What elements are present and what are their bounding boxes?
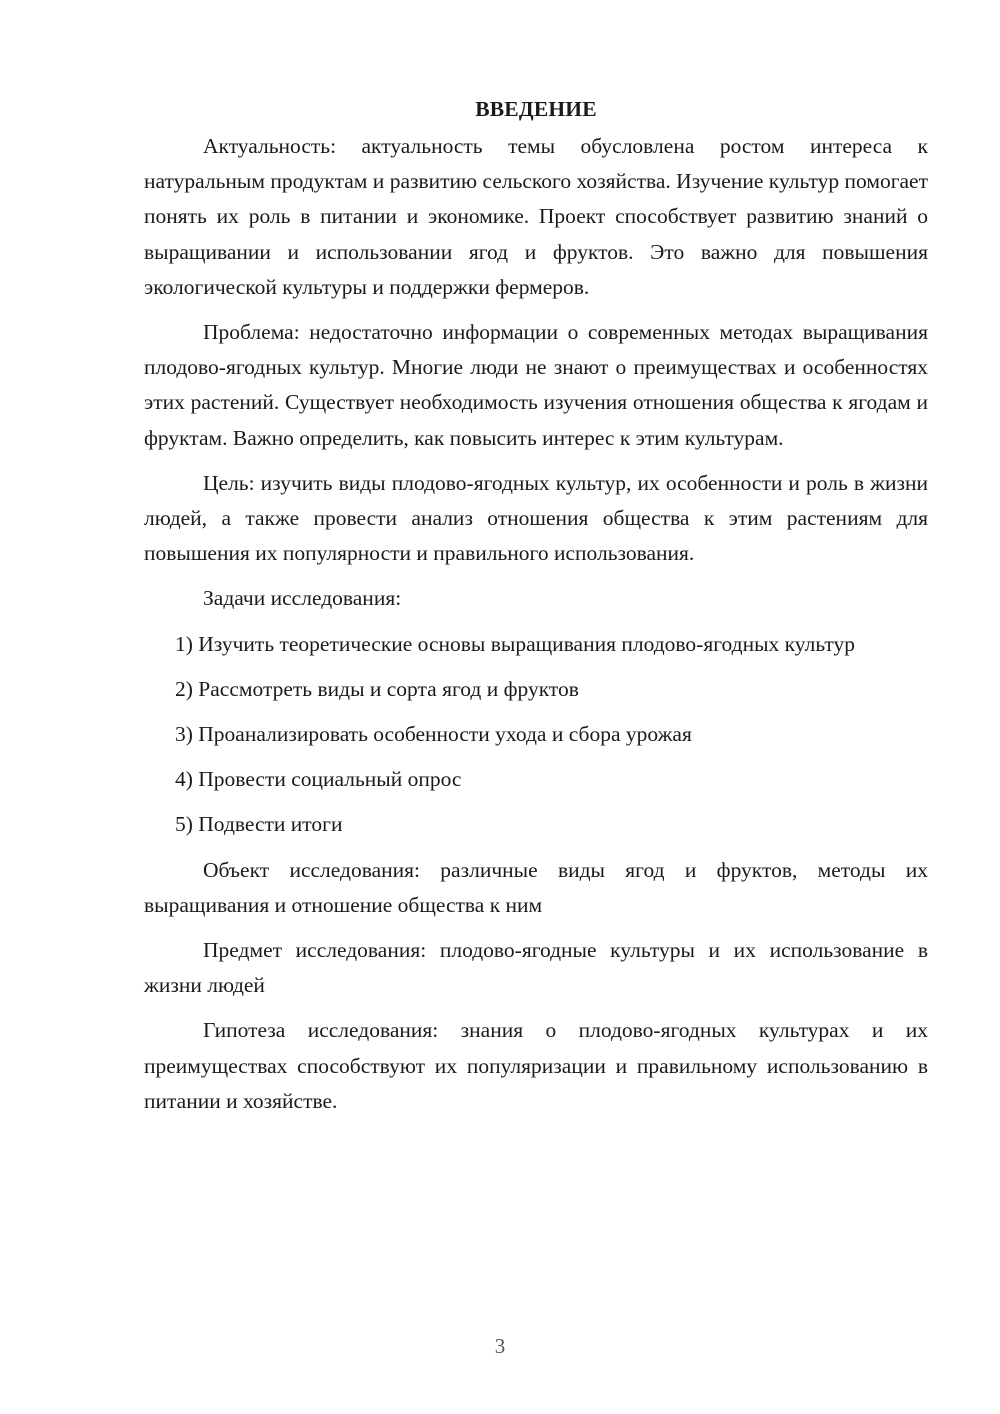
task-list-item: 4) Провести социальный опрос xyxy=(175,767,462,792)
paragraph-object: Объект исследования: различные виды ягод и фруктов, методы их выращивания и отношение общества к ним xyxy=(144,857,928,917)
task-list-item: 3) Проанализировать особенности ухода и сбора урожая xyxy=(175,722,692,747)
task-list-item: 1) Изучить теоретические основы выращивания плодово-ягодных культур xyxy=(175,631,855,656)
page-content xyxy=(144,92,928,1129)
paragraph-hypothesis: Гипотеза исследования: знания о плодово-ягодных культурах и их преимуществах способствуют их популяризации и правильному использованию в питании и хозяйстве. xyxy=(144,1018,928,1113)
task-list xyxy=(144,627,928,843)
task-list-item: 2) Рассмотреть виды и сорта ягод и фруктов xyxy=(175,676,579,701)
paragraph-relevance: Актуальность: актуальность темы обусловлена ростом интереса к натуральным продуктам и развитию сельского хозяйства. Изучение культур помогает понять их роль в питании и экономике. Проект способствует развитию знаний о выращивании и использовании ягод и фруктов. Это важно для повышения экологической культуры и поддержки фермеров. xyxy=(144,134,928,299)
paragraph-tasks-heading: Задачи исследования: xyxy=(203,586,402,611)
task-list-item: 5) Подвести итоги xyxy=(175,812,343,837)
paragraph-goal: Цель: изучить виды плодово-ягодных культур, их особенности и роль в жизни людей, а также провести анализ отношения общества к этим растениям для повышения их популярности и правильного использования. xyxy=(144,470,928,566)
page-number: 3 xyxy=(494,1334,506,1358)
paragraph-problem: Проблема: недостаточно информации о современных методах выращивания плодово-ягодных культур. Многие люди не знают о преимуществах и особенностях этих растений. Существует необходимость изучения отношения общества к ягодам и фруктам. Важно определить, как повысить интерес к этим культурам. xyxy=(144,320,928,450)
paragraph-subject: Предмет исследования: плодово-ягодные культуры и их использование в жизни людей xyxy=(144,938,928,998)
section-title: ВВЕДЕНИЕ xyxy=(475,97,597,121)
